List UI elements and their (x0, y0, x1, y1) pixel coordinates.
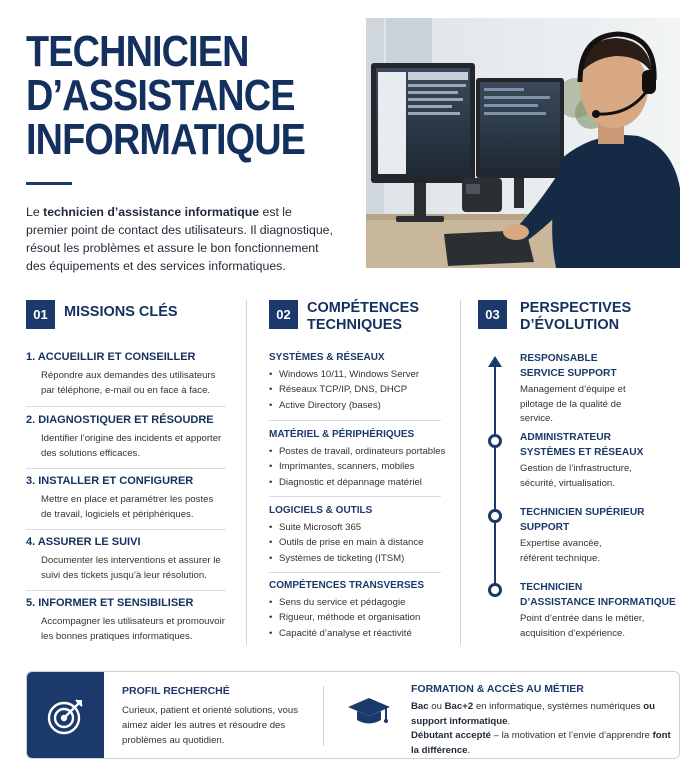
skill-item: • Systèmes de ticketing (ITSM) (269, 551, 449, 566)
perspectives-heading-line-2: D’ÉVOLUTION (520, 317, 620, 333)
skill-category (269, 580, 449, 641)
title-line-3: INFORMATIQUE (26, 115, 306, 164)
missions-section (26, 300, 226, 645)
skill-item: • Outils de prise en main à distance (269, 535, 449, 550)
timeline-dot-icon (488, 509, 502, 523)
skill-category (269, 352, 449, 413)
skill-item: • Sens du service et pédagogie (269, 595, 449, 610)
perspectives-section (478, 300, 678, 645)
timeline-dot-icon (488, 434, 502, 448)
career-timeline-line (494, 363, 496, 590)
perspectives-heading-line-1: PERSPECTIVES (520, 300, 632, 316)
skill-item: • Postes de travail, ordinateurs portables (269, 444, 449, 459)
timeline-dot-icon (488, 583, 502, 597)
career-step-title-line-1: TECHNICIEN (520, 582, 583, 593)
footer-divider (323, 686, 324, 746)
formation-text: . (467, 744, 471, 756)
mission-item (26, 414, 226, 461)
page-title (26, 27, 306, 164)
skill-item: • Imprimantes, scanners, mobiles (269, 459, 449, 474)
career-step-title-line-2: SERVICE SUPPORT (520, 367, 617, 379)
skill-divider (269, 420, 441, 421)
career-step-desc: Point d’entrée dans le métier, acquisition d’expérience. (520, 613, 645, 639)
career-step-title (520, 352, 680, 381)
column-divider (246, 300, 247, 645)
technician-at-workstation-photo (366, 18, 680, 268)
skill-item: • Capacité d’analyse et réactivité (269, 626, 449, 641)
mission-desc: Documenter les interventions et assurer le suivi des tickets jusqu’à leur résolution. (41, 555, 221, 581)
formation-text: ou (428, 701, 445, 712)
formation-text: – la motivation et l’envie d’apprendre (490, 730, 653, 741)
skill-item: • Suite Microsoft 365 (269, 520, 449, 535)
skill-category (269, 429, 449, 490)
mission-divider (26, 468, 226, 469)
skill-item: • Réseaux TCP/IP, DNS, DHCP (269, 382, 449, 397)
formation-desc (411, 700, 673, 758)
career-step-desc: Gestion de l’infrastructure, sécurité, virtualisation. (520, 463, 632, 489)
mission-title: 4. ASSURER LE SUIVI (26, 536, 141, 548)
mission-desc: Répondre aux demandes des utilisateurs par téléphone, e-mail ou en face à face. (41, 370, 216, 396)
skill-item: • Active Directory (bases) (269, 398, 449, 413)
formation-text: font la différence (411, 730, 671, 756)
career-step-title-line-1: ADMINISTRATEUR (520, 432, 611, 443)
footer-panel (26, 671, 680, 759)
skill-item: • Diagnostic et dépannage matériel (269, 475, 449, 490)
formation-title: FORMATION & ACCÈS AU MÉTIER (411, 683, 584, 695)
mission-desc: Identifier l’origine des incidents et apporter des solutions efficaces. (41, 433, 222, 459)
skill-category-title: SYSTÈMES & RÉSEAUX (269, 352, 385, 363)
skill-category (269, 505, 449, 566)
mission-divider (26, 406, 226, 407)
skill-item: • Rigueur, méthode et organisation (269, 610, 449, 625)
career-step (520, 352, 680, 427)
mission-item (26, 475, 226, 522)
skill-divider (269, 572, 441, 573)
formation-text: Débutant accepté (411, 730, 491, 741)
competences-heading-line-1: COMPÉTENCES (307, 300, 419, 316)
skill-list (269, 595, 449, 641)
title-line-2: D’ASSISTANCE (26, 71, 295, 120)
career-step-title-line-2: SUPPORT (520, 521, 570, 533)
skill-item: • Windows 10/11, Windows Server (269, 367, 449, 382)
perspectives-heading (520, 300, 631, 334)
section-number-03: 03 (478, 300, 507, 329)
target-icon (46, 696, 86, 736)
missions-heading: MISSIONS CLÉS (64, 304, 178, 320)
mission-item (26, 351, 226, 398)
skill-list (269, 444, 449, 490)
intro-paragraph (26, 203, 336, 275)
career-step-title-line-2: D’ASSISTANCE INFORMATIQUE (520, 596, 676, 608)
mission-desc: Mettre en place et paramétrer les postes de travail, logiciels et périphériques. (41, 494, 214, 520)
career-step-title (520, 506, 680, 535)
skill-category-title: MATÉRIEL & PÉRIPHÉRIQUES (269, 429, 415, 440)
formation-text: en informatique, systèmes numériques (473, 701, 644, 712)
column-divider (460, 300, 461, 645)
profil-block (122, 685, 312, 748)
mission-title: 5. INFORMER ET SENSIBILISER (26, 597, 194, 609)
section-number-02: 02 (269, 300, 298, 329)
graduation-cap-icon (347, 696, 391, 733)
formation-text: Bac+2 (444, 701, 474, 712)
career-step-desc: Management d’équipe et pilotage de la qualité de service. (520, 384, 626, 424)
intro-prefix: Le (26, 205, 44, 219)
title-underline (26, 182, 72, 185)
career-step-title-line-2: SYSTÈMES ET RÉSEAUX (520, 446, 644, 458)
career-step (520, 506, 680, 566)
mission-item (26, 536, 226, 583)
career-step-title-line-1: TECHNICIEN SUPÉRIEUR (520, 507, 645, 518)
career-step-title (520, 581, 680, 610)
mission-divider (26, 590, 226, 591)
arrow-up-icon (488, 356, 502, 367)
section-number-01: 01 (26, 300, 55, 329)
mission-title: 1. ACCUEILLIR ET CONSEILLER (26, 351, 196, 363)
career-step-title-line-1: RESPONSABLE (520, 353, 598, 364)
career-step-title (520, 431, 680, 460)
mission-desc: Accompagner les utilisateurs et promouvoir les bonnes pratiques informatiques. (41, 616, 225, 642)
formation-text: Bac (411, 701, 429, 712)
competences-section (269, 300, 449, 645)
mission-item (26, 597, 226, 644)
career-step-desc: Expertise avancée, référent technique. (520, 538, 602, 564)
career-step (520, 581, 680, 641)
skill-divider (269, 496, 441, 497)
skill-category-title: COMPÉTENCES TRANSVERSES (269, 580, 425, 591)
intro-bold: technicien d’assistance informatique (43, 205, 260, 219)
skill-category-title: LOGICIELS & OUTILS (269, 505, 373, 516)
mission-title: 3. INSTALLER ET CONFIGURER (26, 475, 194, 487)
formation-text: ou support informatique (411, 701, 656, 727)
profil-icon-block (27, 672, 104, 759)
mission-title: 2. DIAGNOSTIQUER ET RÉSOUDRE (26, 414, 214, 426)
profil-desc: Curieux, patient et orienté solutions, vous aimez aider les autres et résoudre des problèmes au quotidien. (122, 705, 298, 746)
competences-heading (307, 300, 419, 334)
skill-list (269, 367, 449, 413)
mission-divider (26, 529, 226, 530)
career-step (520, 431, 680, 491)
intro-rest: est le premier point de contact des utilisateurs. Il diagnostique, résout les problèmes et assure le bon fonctionnement des équipements et des services informatiques. (26, 205, 333, 273)
formation-block (411, 683, 673, 758)
competences-heading-line-2: TECHNIQUES (307, 317, 403, 333)
skill-list (269, 520, 449, 566)
title-line-1: TECHNICIEN (26, 27, 249, 76)
formation-text: . (507, 715, 511, 727)
profil-title: PROFIL RECHERCHÉ (122, 685, 230, 697)
